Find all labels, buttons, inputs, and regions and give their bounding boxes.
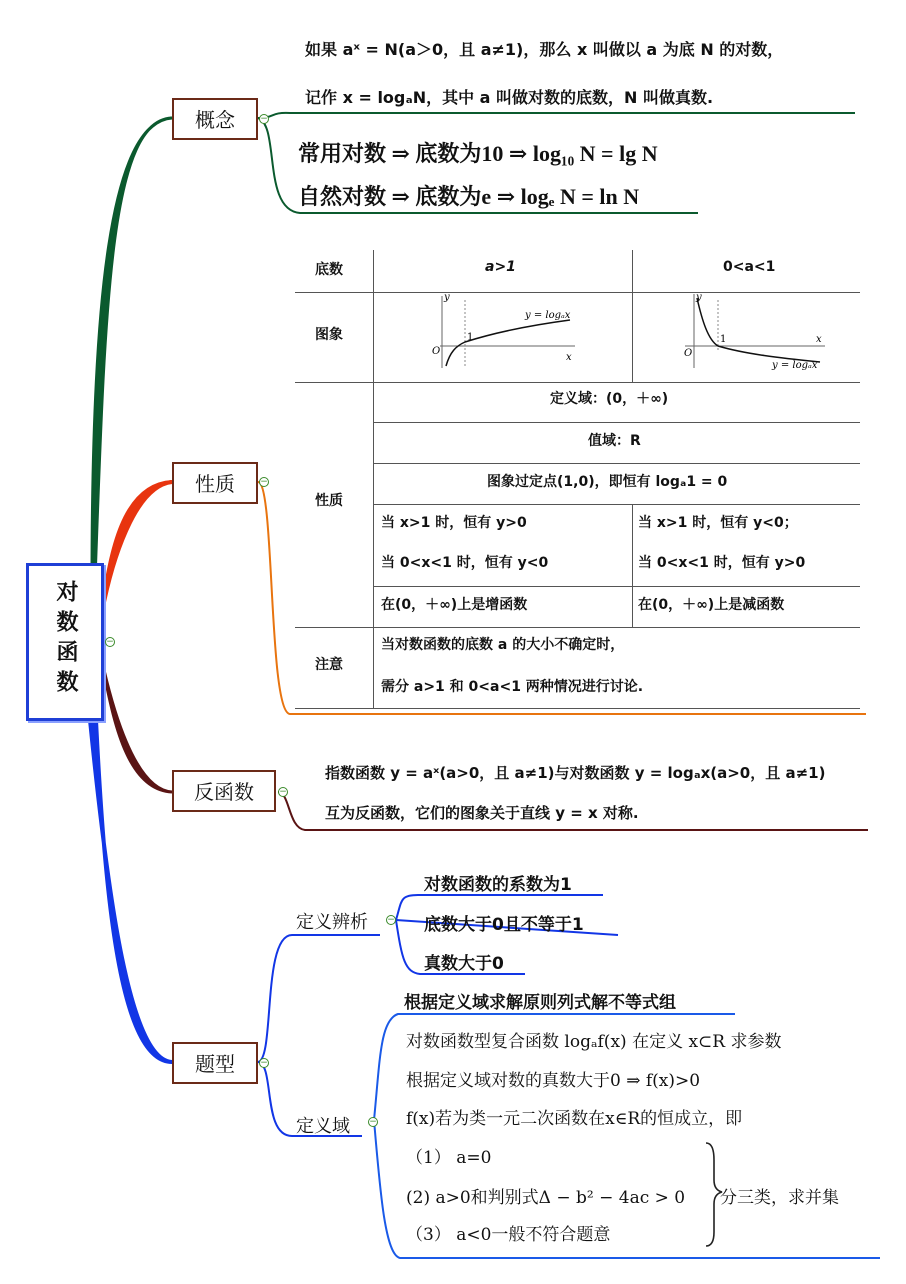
node-types[interactable] <box>172 1042 258 1084</box>
branch-types <box>90 720 172 1062</box>
branch-inverse <box>104 670 172 792</box>
note-line2: 需分 a>1 和 0<a<1 两种情况进行讨论. <box>381 679 644 695</box>
graph1-axis-y: y <box>444 292 450 303</box>
collapse-toggle-properties[interactable]: − <box>260 477 268 487</box>
concept-natural-log: 自然对数 ⇒ 底数为e ⇒ logₑ N = ln N <box>298 184 640 209</box>
graph2-tick-one: 1 <box>720 334 727 345</box>
graph2-curve-label: y = logₐx <box>772 360 818 370</box>
concept-definition-line1: 如果 aˣ = N(a＞0，且 a≠1)，那么 x 叫做以 a 为底 N 的对数， <box>305 40 784 59</box>
domain-item-composite: 对数函数型复合函数 logₐf(x) 在定义 x⊂R 求参数 <box>406 1032 782 1052</box>
node-definition-analysis[interactable] <box>296 908 368 934</box>
collapse-toggle-domain[interactable]: − <box>369 1117 377 1127</box>
table-header-base: 底数 <box>315 262 343 278</box>
prop-sign-a-lt-1-line1: 当 x>1 时，恒有 y<0； <box>638 515 798 531</box>
def-item-base: 底数大于0且不等于1 <box>424 915 584 935</box>
node-concept-label: 概念 <box>195 108 235 132</box>
root-node[interactable] <box>26 563 104 721</box>
domain-case-3: （3） a<0一般不符合题意 <box>406 1225 611 1245</box>
concept-definition-line2: 记作 x = logₐN，其中 a 叫做对数的底数，N 叫做真数. <box>305 88 714 107</box>
graph-increasing-log <box>430 290 585 370</box>
table-row-properties: 性质 <box>315 493 343 509</box>
graph2-axis-x: x <box>816 334 822 345</box>
prop-sign-a-gt-1-line2: 当 0<x<1 时，恒有 y<0 <box>381 555 549 571</box>
inverse-line1: 指数函数 y = aˣ(a>0，且 a≠1)与对数函数 y = logₐx(a>0，且 a≠1) <box>325 764 826 782</box>
domain-item-quadratic: f(x)若为类一元二次函数在x∈R的恒成立，即 <box>406 1109 743 1129</box>
table-row-graph: 图象 <box>315 327 343 343</box>
prop-range: 值域：R <box>588 433 641 449</box>
node-definition-analysis-label: 定义辨析 <box>296 912 368 933</box>
prop-sign-a-gt-1-line1: 当 x>1 时，恒有 y>0 <box>381 515 527 531</box>
domain-brace-note: 分三类，求并集 <box>720 1188 839 1208</box>
collapse-toggle-root[interactable]: − <box>106 637 114 647</box>
prop-decreasing: 在(0，＋∞)上是减函数 <box>638 597 785 613</box>
note-line1: 当对数函数的底数 a 的大小不确定时， <box>381 637 625 653</box>
link-types-defanalysis <box>258 935 380 1062</box>
node-inverse-label: 反函数 <box>194 780 254 804</box>
table-header-a-gt-1: a>1 <box>485 259 516 275</box>
def-item-argument: 真数大于0 <box>424 954 504 974</box>
prop-sign-a-lt-1-line2: 当 0<x<1 时，恒有 y>0 <box>638 555 806 571</box>
domain-item-inequality: 根据定义域求解原则列式解不等式组 <box>404 993 676 1013</box>
node-properties[interactable] <box>172 462 258 504</box>
branch-properties <box>102 482 172 612</box>
domain-item-positive-arg: 根据定义域对数的真数大于0 ⇒ f(x)>0 <box>406 1071 701 1091</box>
domain-case-2: (2) a>0和判别式Δ − b² − 4ac > 0 <box>406 1188 686 1208</box>
def-item-coefficient: 对数函数的系数为1 <box>424 875 572 895</box>
inverse-line2: 互为反函数，它们的图象关于直线 y = x 对称. <box>325 804 639 822</box>
collapse-toggle-definition-analysis[interactable]: − <box>387 915 395 925</box>
prop-fixed-point: 图象过定点(1,0)，即恒有 logₐ1 = 0 <box>487 474 728 490</box>
node-properties-label: 性质 <box>195 472 235 496</box>
link-concept-sub <box>258 113 855 118</box>
node-inverse[interactable] <box>172 770 276 812</box>
graph1-tick-one: 1 <box>467 332 474 343</box>
collapse-toggle-types[interactable]: − <box>260 1058 268 1068</box>
node-domain[interactable] <box>296 1112 350 1138</box>
collapse-toggle-inverse[interactable]: − <box>279 787 287 797</box>
prop-domain: 定义域：(0，＋∞) <box>550 391 669 407</box>
graph1-origin: O <box>432 346 441 357</box>
table-row-note: 注意 <box>315 657 343 673</box>
node-concept[interactable] <box>172 98 258 140</box>
graph1-axis-x: x <box>566 352 572 363</box>
node-domain-label: 定义域 <box>296 1116 350 1137</box>
graph-decreasing-log <box>680 290 835 370</box>
concept-common-log: 常用对数 ⇒ 底数为10 ⇒ log₁₀ N = lg N <box>298 141 658 166</box>
domain-case-1: （1） a=0 <box>406 1148 492 1168</box>
properties-table <box>295 250 860 710</box>
root-label: 对数函数 <box>53 580 78 700</box>
prop-increasing: 在(0，＋∞)上是增函数 <box>381 597 528 613</box>
graph2-origin: O <box>684 348 693 359</box>
graph2-axis-y: y <box>696 292 702 303</box>
node-types-label: 题型 <box>195 1052 235 1076</box>
graph1-curve-label: y = logₐx <box>525 310 571 321</box>
collapse-toggle-concept[interactable]: − <box>260 114 268 124</box>
table-header-a-lt-1: 0<a<1 <box>723 259 776 275</box>
